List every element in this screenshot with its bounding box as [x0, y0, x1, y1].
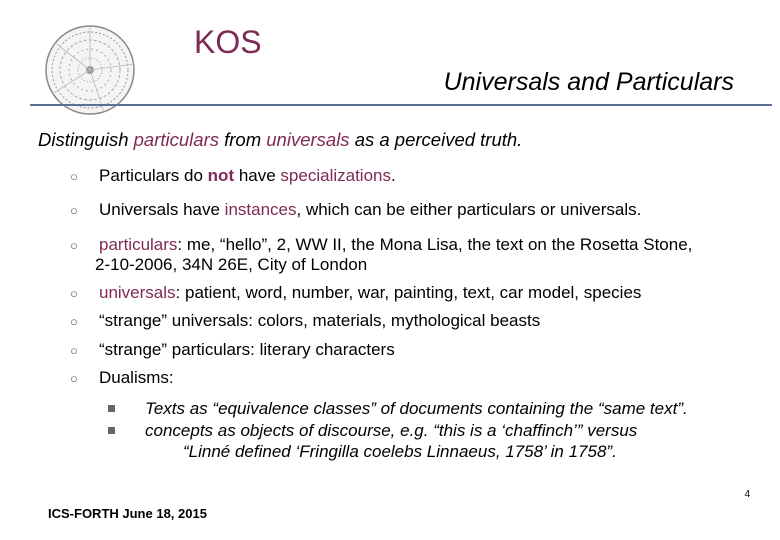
hollow-circle-bullet-icon: ○: [70, 238, 78, 253]
square-bullet-icon: [108, 405, 115, 412]
hollow-circle-bullet-icon: ○: [70, 203, 78, 218]
square-bullet-icon: [108, 427, 115, 434]
hollow-circle-bullet-icon: ○: [70, 343, 78, 358]
hollow-circle-bullet-icon: ○: [70, 314, 78, 329]
page-number: 4: [744, 489, 750, 500]
hollow-circle-bullet-icon: ○: [70, 371, 78, 386]
hollow-circle-bullet-icon: ○: [70, 286, 78, 301]
intro-text: Distinguish particulars from universals as a perceived truth.: [38, 129, 523, 150]
title-divider: [30, 104, 772, 106]
footer-text: ICS-FORTH June 18, 2015: [48, 506, 207, 521]
slide-title: Universals and Particulars: [443, 68, 734, 96]
phaistos-disc-logo: [44, 24, 136, 116]
hollow-circle-bullet-icon: ○: [70, 169, 78, 184]
org-name: KOS: [194, 24, 262, 60]
